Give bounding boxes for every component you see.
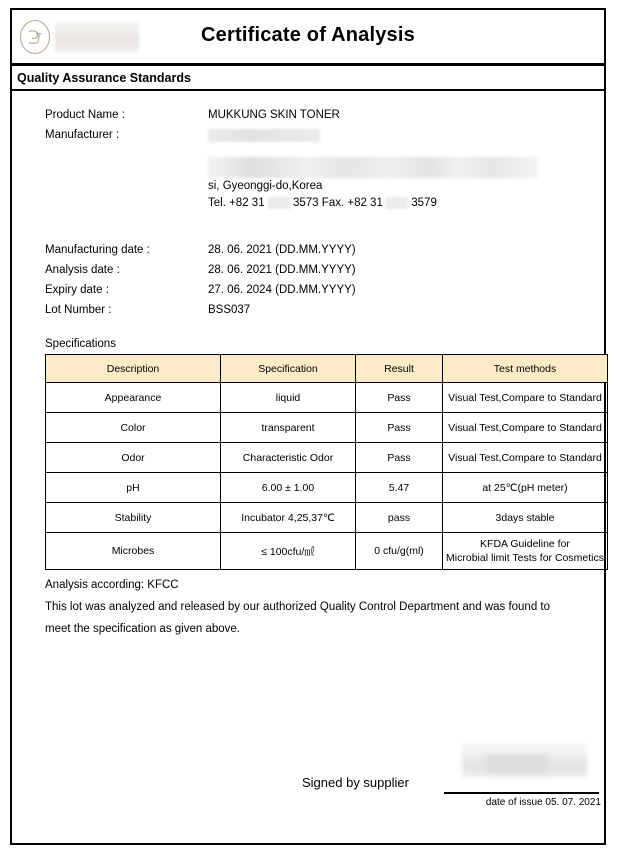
cell-specification: Characteristic Odor bbox=[221, 443, 356, 473]
info-row-analysis-date bbox=[12, 264, 604, 284]
cell-test-method: Visual Test,Compare to Standard bbox=[443, 383, 608, 413]
expiry-date-value: 27. 06. 2024 (DD.MM.YYYY) bbox=[208, 284, 356, 296]
cell-description: Microbes bbox=[46, 533, 221, 570]
info-row-manufacturing-date bbox=[12, 244, 604, 264]
lot-number-value: BSS037 bbox=[208, 304, 251, 316]
info-row-lot-number bbox=[12, 304, 604, 324]
document-header bbox=[12, 10, 604, 66]
page-title: Certificate of Analysis bbox=[201, 24, 415, 46]
cell-test-method: Visual Test,Compare to Standard bbox=[443, 443, 608, 473]
info-row-product-name bbox=[12, 109, 604, 129]
analysis-date-value: 28. 06. 2021 (DD.MM.YYYY) bbox=[208, 264, 356, 276]
address-line-city bbox=[12, 180, 604, 197]
address-line-redacted bbox=[12, 157, 604, 180]
section-title: Quality Assurance Standards bbox=[12, 66, 604, 91]
notes-block bbox=[45, 575, 575, 641]
expiry-date-label: Expiry date : bbox=[45, 284, 109, 296]
cell-description: Appearance bbox=[46, 383, 221, 413]
redaction-block bbox=[487, 755, 547, 773]
cell-specification: liquid bbox=[221, 383, 356, 413]
cell-description: Odor bbox=[46, 443, 221, 473]
table-row bbox=[46, 503, 608, 533]
cell-result: 0 cfu/g(ml) bbox=[356, 533, 443, 570]
cell-result: Pass bbox=[356, 443, 443, 473]
fax-suffix: 3579 bbox=[411, 197, 437, 210]
lot-number-label: Lot Number : bbox=[45, 304, 112, 316]
address-block bbox=[12, 157, 604, 214]
column-header-specification: Specification bbox=[221, 355, 356, 383]
product-name-value: MUKKUNG SKIN TONER bbox=[208, 109, 340, 121]
tel-prefix: Tel. +82 31 bbox=[208, 197, 265, 210]
column-header-result: Result bbox=[356, 355, 443, 383]
cell-test-method: 3days stable bbox=[443, 503, 608, 533]
cell-result: Pass bbox=[356, 383, 443, 413]
product-info-block bbox=[12, 91, 604, 324]
redaction-block bbox=[386, 197, 408, 209]
statement-line-2: meet the specification as given above. bbox=[45, 622, 240, 635]
redaction-block bbox=[268, 197, 290, 209]
column-header-test-methods: Test methods bbox=[443, 355, 608, 383]
manufacturing-date-label: Manufacturing date : bbox=[45, 244, 150, 256]
certificate-page bbox=[10, 8, 606, 845]
redaction-block bbox=[208, 157, 538, 178]
cell-test-method: at 25℃(pH meter) bbox=[443, 473, 608, 503]
test-method-line-1: KFDA Guideline for bbox=[480, 537, 570, 550]
statement-line-1: This lot was analyzed and released by our authorized Quality Control Department and was found to bbox=[45, 600, 551, 613]
cell-result: pass bbox=[356, 503, 443, 533]
specifications-table bbox=[45, 354, 608, 570]
cell-specification: Incubator 4,25,37℃ bbox=[221, 503, 356, 533]
address-city-text: si, Gyeonggi-do,Korea bbox=[208, 180, 323, 192]
table-row bbox=[46, 413, 608, 443]
analysis-date-label: Analysis date : bbox=[45, 264, 120, 276]
column-header-description: Description bbox=[46, 355, 221, 383]
cell-test-method: Visual Test,Compare to Standard bbox=[443, 413, 608, 443]
cell-result: Pass bbox=[356, 413, 443, 443]
manufacturing-date-value: 28. 06. 2021 (DD.MM.YYYY) bbox=[208, 244, 356, 256]
redaction-block bbox=[208, 129, 320, 142]
specifications-caption: Specifications bbox=[45, 338, 116, 350]
table-row bbox=[46, 443, 608, 473]
info-row-expiry-date bbox=[12, 284, 604, 304]
signed-by-supplier-label: Signed by supplier bbox=[302, 775, 409, 790]
cell-result: 5.47 bbox=[356, 473, 443, 503]
test-method-line-2: Microbial limit Tests for Cosmetics bbox=[446, 552, 604, 564]
cell-specification: 6.00 ± 1.00 bbox=[221, 473, 356, 503]
manufacturer-label: Manufacturer : bbox=[45, 129, 120, 141]
cell-test-method bbox=[443, 533, 608, 570]
cell-description: Stability bbox=[46, 503, 221, 533]
cell-description: pH bbox=[46, 473, 221, 503]
signature-block bbox=[302, 735, 601, 825]
address-line-contact bbox=[12, 197, 604, 214]
product-name-label: Product Name : bbox=[45, 109, 125, 121]
cell-description: Color bbox=[46, 413, 221, 443]
contact-text bbox=[208, 197, 437, 209]
analysis-according-text: Analysis according: KFCC bbox=[45, 579, 179, 591]
signature-rule bbox=[444, 792, 599, 794]
fax-prefix: Fax. +82 31 bbox=[321, 197, 383, 210]
manufacturer-value-redacted bbox=[208, 129, 320, 142]
cell-specification: ≤ 100cfu/㎖ bbox=[221, 533, 356, 570]
table-row bbox=[46, 533, 608, 570]
info-row-manufacturer bbox=[12, 129, 604, 149]
table-header-row bbox=[46, 355, 608, 383]
table-row bbox=[46, 473, 608, 503]
table-row bbox=[46, 383, 608, 413]
cell-specification: transparent bbox=[221, 413, 356, 443]
issue-date-text: date of issue 05. 07. 2021 bbox=[485, 797, 601, 808]
tel-suffix: 3573 bbox=[293, 197, 319, 210]
